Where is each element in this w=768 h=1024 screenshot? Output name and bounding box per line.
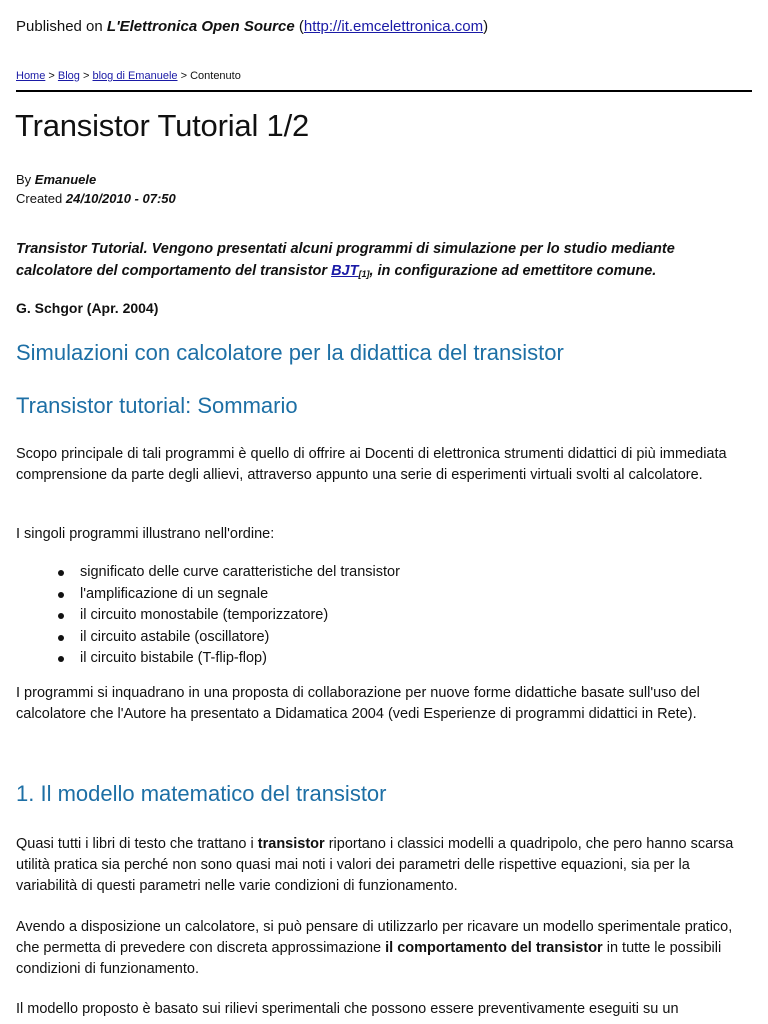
- books-text-end: riportano i classici modelli a quadripolo, che pero hanno scarsa utilità pratica sia perché non sono quasi mai noti i valori dei parametri delle rispettive equazioni, sia per la variabilità di questi parametri nelle varie condizioni di funzionamento.: [16, 836, 734, 894]
- paragraph-calculator: [16, 917, 751, 980]
- site-url-link[interactable]: http://it.emcelettronica.com: [303, 18, 484, 35]
- calc-text-end: in tutte le possibili condizioni di funzionamento.: [16, 940, 722, 977]
- list-item: il circuito monostabile (temporizzatore): [58, 605, 400, 627]
- breadcrumb-blog[interactable]: Blog: [57, 70, 80, 82]
- published-on-line: Published on L'Elettronica Open Source (http://it.emcelettronica.com): [16, 18, 489, 35]
- breadcrumb-user-blog[interactable]: blog di Emanuele: [92, 70, 178, 82]
- breadcrumb-separator: >: [180, 70, 188, 82]
- paragraph-model-proposed: Il modello proposto è basato sui rilievi sperimentali che possono essere preventivamente eseguiti su un: [16, 1001, 679, 1017]
- program-list: [58, 562, 400, 670]
- paragraph-programs: I programmi si inquadrano in una proposta di collaborazione per nuove forme didattiche basate sull'uso del calcolatore che l'Autore ha presentato a Didamatica 2004 (vedi Esperienze di programmi didattici in Rete).: [16, 685, 700, 722]
- intro-text: Transistor Tutorial. Vengono presentati alcuni programmi di simulazione per lo studio mediante calcolatore del comportamento del transistor: [16, 241, 675, 279]
- intro-tail: , in configurazione ad emettitore comune.: [369, 263, 657, 279]
- author-name: Emanuele: [34, 172, 97, 187]
- by-label: By: [16, 172, 32, 187]
- page-title: Transistor Tutorial 1/2: [15, 108, 310, 143]
- published-prefix: Published on: [16, 18, 103, 35]
- list-item: l'amplificazione di un segnale: [58, 584, 400, 606]
- heading-model: 1. Il modello matematico del transistor: [16, 781, 387, 806]
- source-author: G. Schgor (Apr. 2004): [16, 300, 159, 316]
- list-item: significato delle curve caratteristiche del transistor: [58, 562, 400, 584]
- books-text-start: Quasi tutti i libri di testo che trattano i: [16, 836, 254, 852]
- created-line: [16, 191, 176, 206]
- paragraph-order: I singoli programmi illustrano nell'ordine:: [16, 526, 275, 542]
- breadcrumb-separator: >: [83, 70, 90, 82]
- calc-bold: il comportamento del transistor: [385, 940, 603, 956]
- site-name: L'Elettronica Open Source: [106, 18, 295, 35]
- breadcrumb: [16, 70, 241, 82]
- intro-paragraph: [16, 238, 746, 285]
- byline: [16, 172, 96, 187]
- heading-simulations: Simulazioni con calcolatore per la didattica del transistor: [16, 340, 564, 365]
- books-bold: transistor: [257, 836, 325, 852]
- breadcrumb-home[interactable]: Home: [16, 70, 46, 82]
- footnote-ref: [1]: [358, 269, 370, 279]
- breadcrumb-separator: >: [48, 70, 55, 82]
- paragraph-books: [16, 834, 751, 897]
- calc-text-start: Avendo a disposizione un calcolatore, si può pensare di utilizzarlo per ricavare un modello sperimentale pratico, che permetta di prevedere con discreta approssimazione: [16, 919, 733, 956]
- paragraph-scope: Scopo principale di tali programmi è quello di offrire ai Docenti di elettronica strumenti didattici di più immediata comprensione da parte degli allievi, attraverso appunto una serie di esperimenti virtuali svolti al calcolatore.: [16, 446, 727, 483]
- heading-summary: Transistor tutorial: Sommario: [16, 393, 298, 418]
- list-item: il circuito bistabile (T-flip-flop): [58, 648, 400, 670]
- breadcrumb-current: Contenuto: [190, 70, 241, 82]
- created-label: Created: [16, 191, 63, 206]
- list-item: il circuito astabile (oscillatore): [58, 627, 400, 649]
- created-date: 24/10/2010 - 07:50: [65, 191, 176, 206]
- bjt-link[interactable]: BJT: [331, 263, 359, 279]
- header-divider: [16, 90, 752, 92]
